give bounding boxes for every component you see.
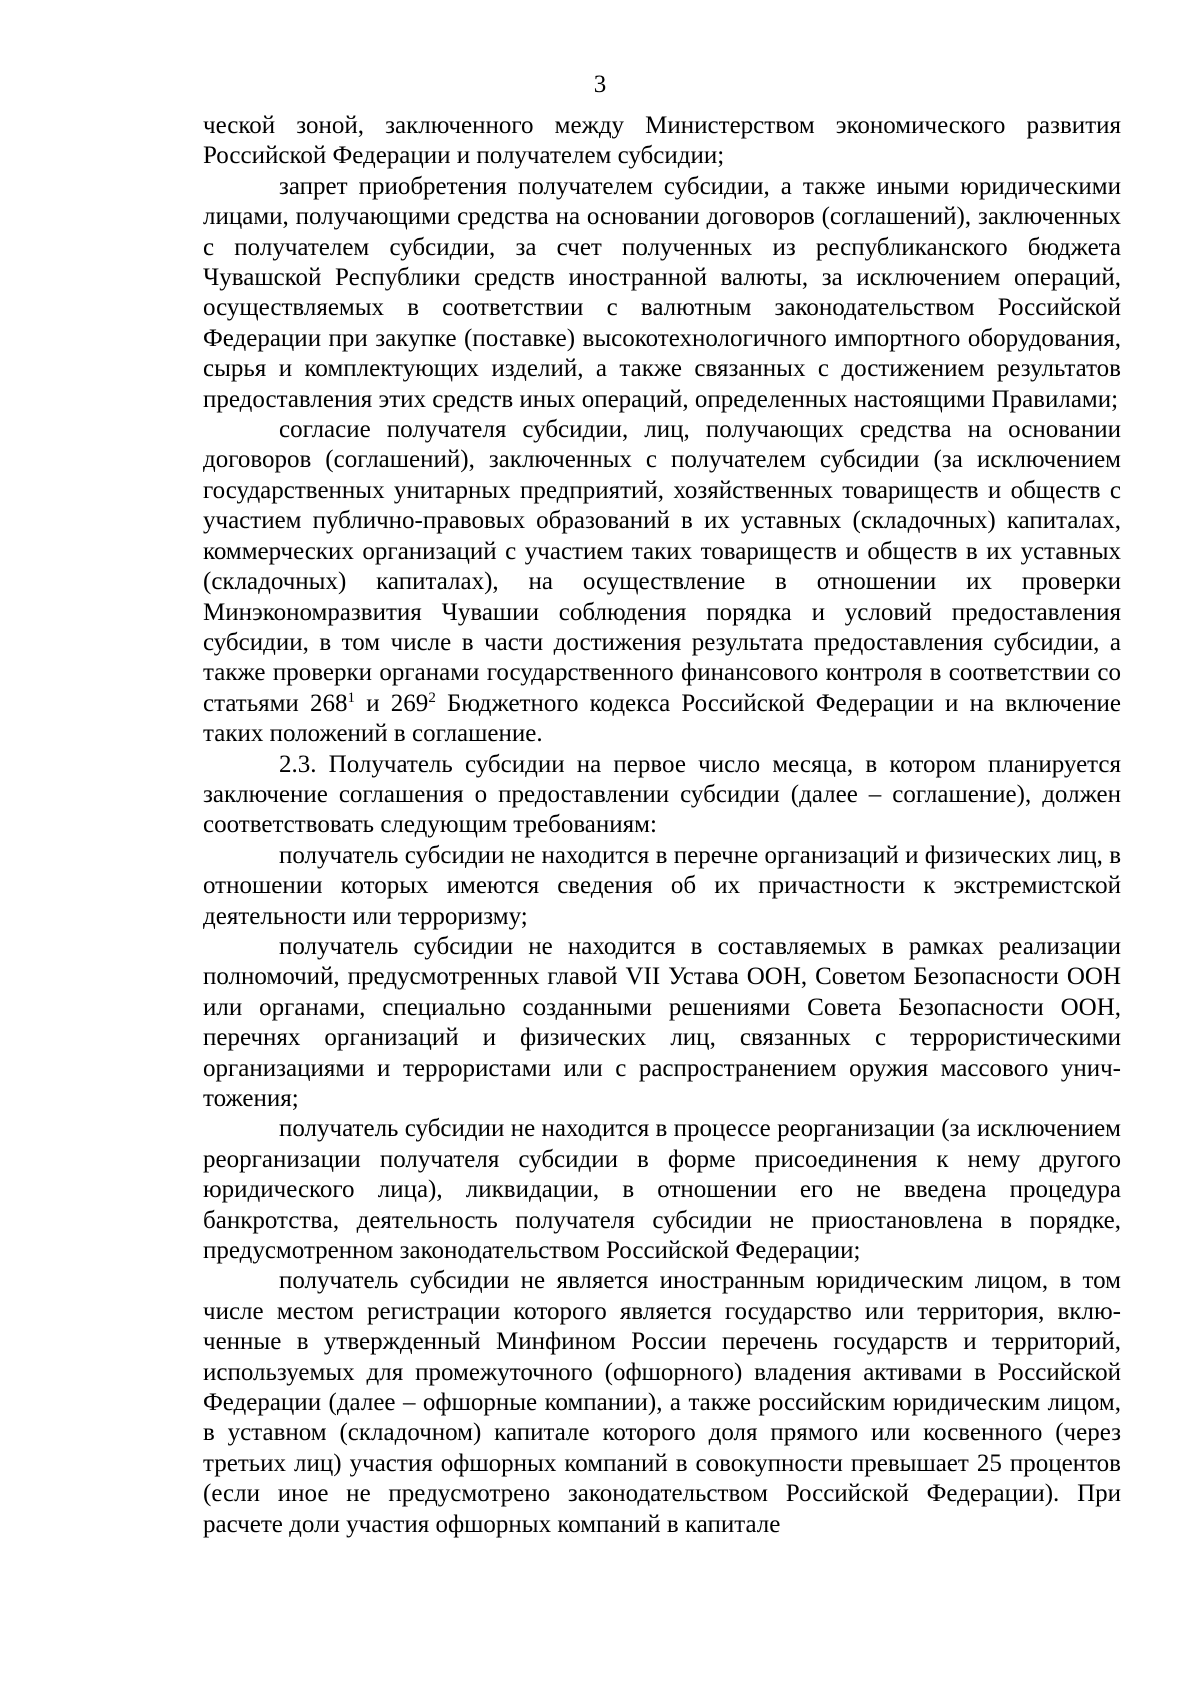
paragraph-section-2-3: 2.3. Получатель субсидии на первое число месяца, в котором планируется заключение соглашения о предоставлении субсидии (далее – соглашение), должен соответствовать следующим требованиям:: [203, 750, 1121, 839]
audit-consent-text-1: согласие получателя субсидии, лиц, получающих средства на основании договоров (соглашений), заключенных с получателем субсидии (за исключением государственных унитарных предприятий, хозяйственных товариществ и обществ с участием публично-правовых образований в их уставных (складочных) капиталах, коммерческих организаций с участием таких товариществ и обществ в их уставных (складочных) капиталах), на осуществление в отношении их проверки Минэкономразвития Чувашии соблюдения порядка и условий предоставления субсидии, в том числе в части достижения результата предоставления субсидии, а также проверки органами государственного финансового контроля в соответствии со статьями 268: [203, 416, 1121, 717]
superscript-2: 2: [428, 689, 436, 706]
superscript-1: 1: [347, 689, 356, 706]
paragraph-offshore: получатель субсидии не является иностранным юридическим лицом, в том числе местом регистрации которого является государство или территория, включенные в утвержденный Минфином России перечень государств и территорий, используемых для промежуточного (офшорного) владения активами в Российской Федерации (далее – офшорные компании), а также российским юридическим лицом, в уставном (складочном) капитале которого доля прямого или косвенного (через третьих лиц) участия офшорных компаний в совокупности превышает 25 процентов (если иное не предусмотрено законодательством Российской Федерации). При расчете доли участия офшорных компаний в капитале: [203, 1267, 1121, 1538]
paragraph-extremism-list: получатель субсидии не находится в перечне организаций и физических лиц, в отношении которых имеются сведения об их причастности к экстремистской деятельности или терроризму;: [203, 841, 1121, 930]
paragraph-un-lists: получатель субсидии не находится в составляемых в рамках реализации полномочий, предусмотренных главой VII Устава ООН, Советом Безопасности ООН или органами, специально созданными решениями Совета Безопасности ООН, перечнях организаций и физических лиц, связанных с террористическими организациями и террористами или с распространением оружия массового уничтожения;: [203, 932, 1121, 1112]
document-body: [203, 111, 1121, 1540]
audit-consent-text-2: и 269: [355, 689, 429, 717]
paragraph-currency-ban: запрет приобретения получателем субсидии, а также иными юридическими лицами, получающими средства на основании договоров (соглашений), заключенных с получателем субсидии, за счет полученных из республиканского бюджета Чувашской Республики средств иностранной валюты, за исключением операций, осуществляемых в соответствии с валютным законодательством Российской Федерации при закупке (поставке) высокотехнологичного импортного оборудования, сырья и комплектующих изделий, а также связанных с достижением результатов предоставления этих средств иных операций, определенных настоящими Правилами;: [203, 172, 1121, 413]
paragraph-audit-consent: [203, 415, 1121, 749]
page-number: 3: [593, 71, 607, 98]
audit-consent-text-3: Бюджетного кодекса Российской Федерации и на включение таких положений в соглашение.: [203, 689, 1121, 748]
paragraph-reorganization: получатель субсидии не находится в процессе реорганизации (за исключением реорганизации получателя субсидии в форме присоединения к нему другого юридического лица), ликвидации, в отношении его не введена процедура банкротства, деятельность получателя субсидии не приостановлена в порядке, предусмотренном законодательством Российской Федерации;: [203, 1115, 1121, 1265]
paragraph-continuation: ческой зоной, заключенного между Министерством экономического развития Российской Федерации и получателем субсидии;: [203, 112, 1121, 170]
